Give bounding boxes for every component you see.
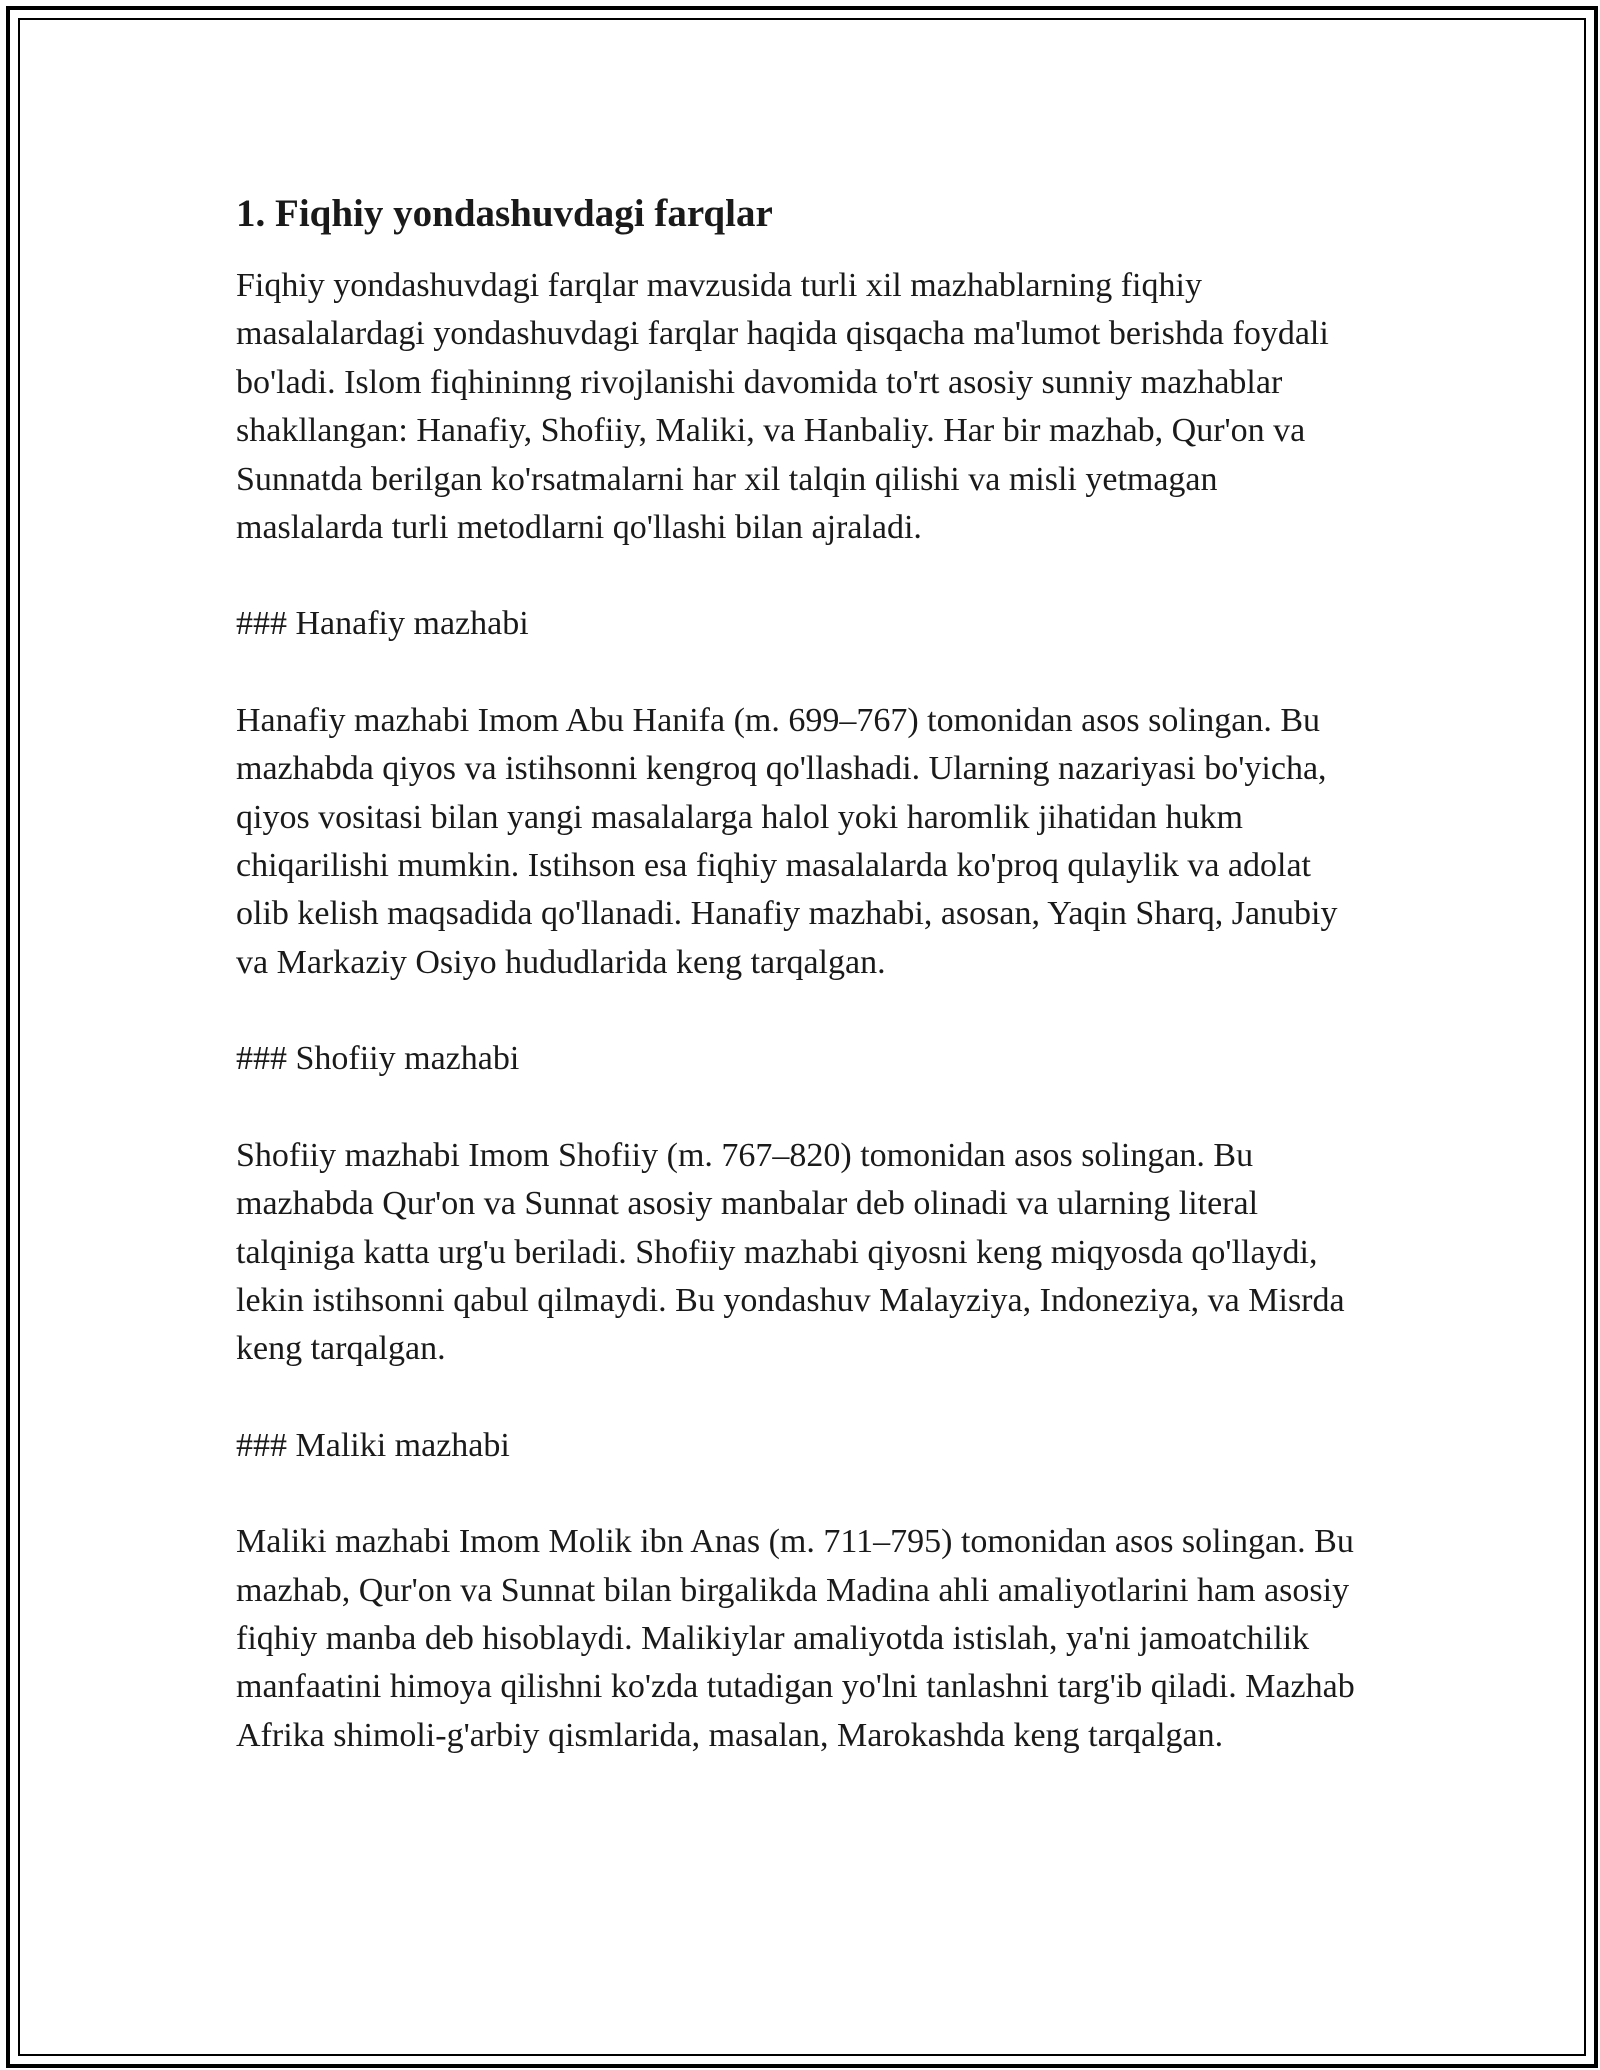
section-body-hanafiy: Hanafiy mazhabi Imom Abu Hanifa (m. 699–767) tomonidan asos solingan. Bu mazhabda qiyos va istihsonni kengroq qo'llashadi. Ularning nazariyasi bo'yicha, qiyos vositasi bilan yangi masalalarga halol yoki haromlik jihatidan hukm chiqarilishi mumkin. Istihson esa fiqhiy masalalarda ko'proq qulaylik va adolat olib kelish maqsadida qo'llanadi. Hanafiy mazhabi, asosan, Yaqin Sharq, Janubiy va Markaziy Osiyo hududlarida keng tarqalgan. (236, 701, 1338, 981)
section-heading-maliki: ### Maliki mazhabi (236, 1426, 510, 1464)
document-title: 1. Fiqhiy yondashuvdagi farqlar (236, 192, 773, 235)
section-body-maliki: Maliki mazhabi Imom Molik ibn Anas (m. 711–795) tomonidan asos solingan. Bu mazhab, Qur'on va Sunnat bilan birgalikda Madina ahli amaliyotlarini ham asosiy fiqhiy manba deb hisoblaydi. Malikiylar amaliyotda istislah, ya'ni jamoatchilik manfaatini himoya qilishni ko'zda tutadigan yo'lni tanlashni targ'ib qiladi. Mazhab Afrika shimoli-g'arbiy qismlarida, masalan, Marokashda keng tarqalgan. (236, 1523, 1355, 1754)
intro-paragraph: Fiqhiy yondashuvdagi farqlar mavzusida turli xil mazhablarning fiqhiy masalalardagi yondashuvdagi farqlar haqida qisqacha ma'lumot berishda foydali bo'ladi. Islom fiqhininng rivojlanishi davomida to'rt asosiy sunniy mazhablar shakllangan: Hanafiy, Shofiiy, Maliki, va Hanbaliy. Har bir mazhab, Qur'on va Sunnatda berilgan ko'rsatmalarni har xil talqin qilishi va misli yetmagan maslalarda turli metodlarni qo'llashi bilan ajraladi. (236, 267, 1329, 547)
document-body (236, 186, 1366, 1760)
section-heading-shofiiy: ### Shofiiy mazhabi (236, 1040, 520, 1078)
section-body-shofiiy: Shofiiy mazhabi Imom Shofiiy (m. 767–820) tomonidan asos solingan. Bu mazhabda Qur'on va Sunnat asosiy manbalar deb olinadi va ularning literal talqiniga katta urg'u beriladi. Shofiiy mazhabi qiyosni keng miqyosda qo'llaydi, lekin istihsonni qabul qilmaydi. Bu yondashuv Malayziya, Indoneziya, va Misrda keng tarqalgan. (236, 1136, 1345, 1368)
section-heading-hanafiy: ### Hanafiy mazhabi (236, 605, 529, 643)
